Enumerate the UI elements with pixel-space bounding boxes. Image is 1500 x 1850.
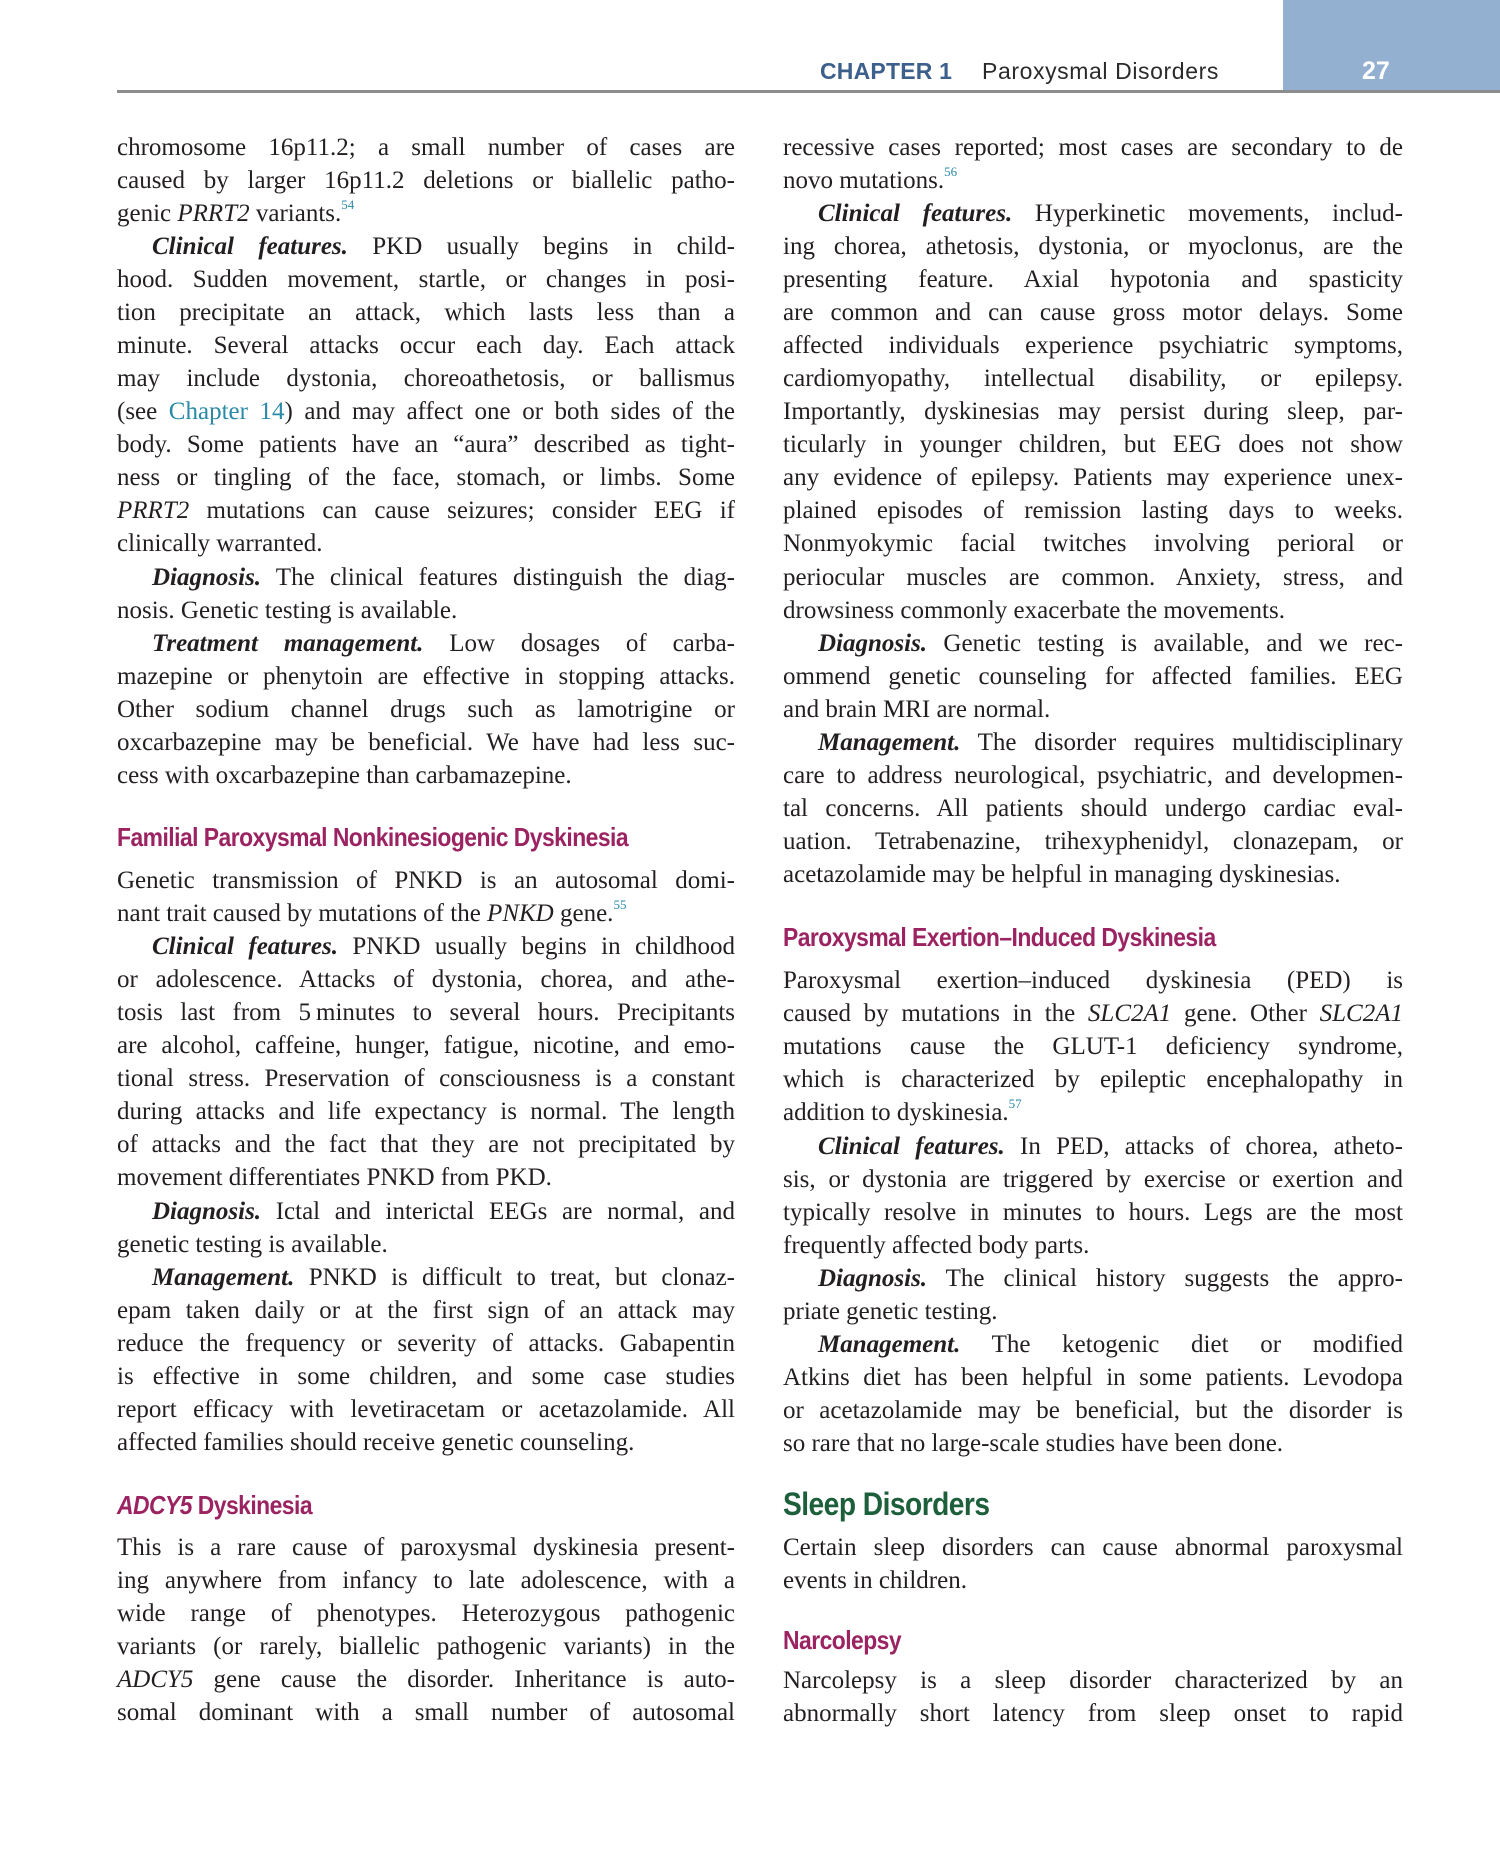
text-line: acetazolamide may be helpful in managing dyskinesias. [783, 861, 1341, 888]
text-line: ticularly in younger children, but EEG does not show [783, 431, 1403, 458]
text-line: Treatment management. Low dosages of carba- [152, 630, 736, 657]
text-line: epam taken daily or at the first sign of an attack may [117, 1297, 735, 1324]
text-line: ommend genetic counseling for affected families. EEG [783, 663, 1403, 690]
gene-name: ADCY5 [117, 1666, 194, 1693]
text-line: Paroxysmal exertion–induced dyskinesia (PED) is [783, 967, 1403, 994]
text-line: are common and can cause gross motor delays. Some [783, 299, 1403, 326]
text-line: cess with oxcarbazepine than carbamazepine. [117, 762, 572, 789]
text-line: mutations cause the GLUT-1 deficiency syndrome, [783, 1033, 1403, 1060]
text-line: Narcolepsy is a sleep disorder characterized by an [783, 1667, 1403, 1694]
text-line: mazepine or phenytoin are effective in stopping attacks. [117, 663, 735, 690]
text-line: novo mutations.$^{56}$ [783, 164, 958, 194]
page-number: 27 [1362, 57, 1390, 85]
text-line: so rare that no large-scale studies have been done. [783, 1430, 1284, 1457]
text-line: which is characterized by epileptic encephalopathy in [783, 1066, 1403, 1093]
run-in-heading: Treatment management. [152, 630, 424, 657]
text-line: priate genetic testing. [783, 1298, 998, 1325]
section-heading-ped: Paroxysmal Exertion–Induced Dyskinesia [783, 922, 1216, 952]
text-line: clinically warranted. [117, 530, 323, 557]
run-in-heading: Clinical features. [818, 1133, 1005, 1160]
text-line: presenting feature. Axial hypotonia and spasticity [783, 266, 1403, 293]
text-line: ing anywhere from infancy to late adolescence, with a [117, 1567, 735, 1594]
text-line: movement differentiates PNKD from PKD. [117, 1164, 552, 1191]
text-line: nant trait caused by mutations of the PNKD gene.$^{55}$ [117, 897, 627, 927]
text-line: is effective in some children, and some case studies [117, 1363, 735, 1390]
text-line: Diagnosis. Ictal and interictal EEGs are normal, and [152, 1198, 735, 1225]
text-line: abnormally short latency from sleep onset to rapid [783, 1700, 1403, 1727]
run-in-heading: Diagnosis. [152, 1198, 262, 1225]
text-line: ing chorea, athetosis, dystonia, or myoclonus, are the [783, 233, 1403, 260]
text-line: plained episodes of remission lasting days to weeks. [783, 497, 1403, 524]
text-line: nosis. Genetic testing is available. [117, 597, 458, 624]
text-line: any evidence of epilepsy. Patients may experience unex- [783, 464, 1403, 491]
gene-name: SLC2A1 [1319, 1000, 1403, 1027]
chapter-title: Paroxysmal Disorders [982, 58, 1219, 84]
text-line: affected individuals experience psychiatric symptoms, [783, 332, 1403, 359]
major-heading-sleep-disorders: Sleep Disorders [783, 1486, 990, 1522]
text-line: genetic testing is available. [117, 1231, 388, 1258]
text-line: Nonmyokymic facial twitches involving perioral or [783, 530, 1403, 557]
text-line: minute. Several attacks occur each day. Each attack [117, 332, 735, 359]
text-line: wide range of phenotypes. Heterozygous pathogenic [117, 1600, 735, 1627]
text-line: oxcarbazepine may be beneficial. We have had less suc- [117, 729, 735, 756]
reference-link[interactable]: 55 [613, 897, 627, 912]
text-line: Atkins diet has been helpful in some patients. Levodopa [783, 1364, 1403, 1391]
text-line: ADCY5 gene cause the disorder. Inheritance is auto- [117, 1666, 735, 1693]
run-in-heading: Management. [818, 1331, 961, 1358]
text-line: (see Chapter 14) and may affect one or both sides of the [117, 398, 735, 425]
text-line: tional stress. Preservation of consciousness is a constant [117, 1065, 735, 1092]
reference-link[interactable]: 54 [341, 197, 355, 212]
text-line: events in children. [783, 1567, 967, 1594]
text-line: uation. Tetrabenazine, trihexyphenidyl, clonazepam, or [783, 828, 1403, 855]
text-line: or adolescence. Attacks of dystonia, chorea, and athe- [117, 966, 735, 993]
run-in-heading: Diagnosis. [818, 630, 928, 657]
text-line: chromosome 16p11.2; a small number of cases are [117, 134, 735, 161]
text-line: of attacks and the fact that they are not precipitated by [117, 1131, 735, 1158]
text-line: sis, or dystonia are triggered by exercise or exertion and [783, 1166, 1403, 1193]
text-line: Genetic transmission of PNKD is an autosomal domi- [117, 867, 735, 894]
text-line: Management. The ketogenic diet or modified [818, 1331, 1403, 1358]
run-in-heading: Diagnosis. [152, 564, 262, 591]
text-line: tal concerns. All patients should undergo cardiac eval- [783, 795, 1403, 822]
reference-link[interactable]: 56 [944, 164, 958, 179]
text-line: periocular muscles are common. Anxiety, stress, and [783, 564, 1403, 591]
text-line: and brain MRI are normal. [783, 696, 1051, 723]
text-line: Importantly, dyskinesias may persist during sleep, par- [783, 398, 1403, 425]
text-line: tosis last from 5 minutes to several hours. Precipitants [117, 999, 735, 1026]
text-line: variants (or rarely, biallelic pathogenic variants) in the [117, 1633, 735, 1660]
section-heading-pnkd: Familial Paroxysmal Nonkinesiogenic Dyskinesia [117, 822, 629, 852]
text-line: report efficacy with levetiracetam or acetazolamide. All [117, 1396, 735, 1423]
text-line: Management. PNKD is difficult to treat, but clonaz- [152, 1264, 735, 1291]
text-line: body. Some patients have an “aura” described as tight- [117, 431, 735, 458]
right-column [783, 0, 1403, 1850]
text-line: addition to dyskinesia.$^{57}$ [783, 1096, 1022, 1126]
text-line: cardiomyopathy, intellectual disability, or epilepsy. [783, 365, 1403, 392]
run-in-heading: Clinical features. [152, 933, 338, 960]
run-in-heading: Clinical features. [818, 200, 1013, 227]
text-line: frequently affected body parts. [783, 1232, 1090, 1259]
text-line: somal dominant with a small number of autosomal [117, 1699, 735, 1726]
text-line: or acetazolamide may be beneficial, but the disorder is [783, 1397, 1403, 1424]
text-line: typically resolve in minutes to hours. Legs are the most [783, 1199, 1403, 1226]
run-in-heading: Clinical features. [152, 233, 348, 260]
text-line: drowsiness commonly exacerbate the movements. [783, 597, 1285, 624]
text-line: care to address neurological, psychiatric, and developmen- [783, 762, 1403, 789]
text-line: Certain sleep disorders can cause abnormal paroxysmal [783, 1534, 1403, 1561]
text-line: caused by mutations in the SLC2A1 gene. Other SLC2A1 [783, 1000, 1403, 1027]
section-heading-adcy5: ADCY5 Dyskinesia [117, 1490, 313, 1520]
run-in-heading: Management. [152, 1264, 295, 1291]
gene-name: SLC2A1 [1087, 1000, 1172, 1027]
text-line: Management. The disorder requires multidisciplinary [818, 729, 1403, 756]
section-heading-narcolepsy: Narcolepsy [783, 1625, 902, 1655]
text-line: reduce the frequency or severity of attacks. Gabapentin [117, 1330, 735, 1357]
run-in-heading: Diagnosis. [818, 1265, 928, 1292]
left-column [117, 0, 735, 1850]
text-line: hood. Sudden movement, startle, or changes in posi- [117, 266, 735, 293]
text-line: Other sodium channel drugs such as lamotrigine or [117, 696, 735, 723]
text-line: Diagnosis. Genetic testing is available, and we rec- [818, 630, 1403, 657]
chapter-link[interactable]: Chapter 14 [168, 398, 285, 425]
text-line: during attacks and life expectancy is normal. The length [117, 1098, 735, 1125]
reference-link[interactable]: 57 [1008, 1096, 1022, 1111]
run-in-heading: Management. [818, 729, 961, 756]
text-line: ness or tingling of the face, stomach, or limbs. Some [117, 464, 735, 491]
text-line: Clinical features. In PED, attacks of chorea, atheto- [818, 1133, 1403, 1160]
text-line: are alcohol, caffeine, hunger, fatigue, nicotine, and emo- [117, 1032, 735, 1059]
text-line: This is a rare cause of paroxysmal dyskinesia present- [117, 1534, 735, 1561]
gene-name: PRRT2 [117, 497, 190, 524]
text-line: tion precipitate an attack, which lasts less than a [117, 299, 735, 326]
text-line: may include dystonia, choreoathetosis, or ballismus [117, 365, 735, 392]
chapter-label: CHAPTER 1 [820, 58, 953, 84]
gene-name: PNKD [487, 900, 554, 927]
text-line: affected families should receive genetic counseling. [117, 1429, 635, 1456]
text-line: Diagnosis. The clinical features distinguish the diag- [152, 564, 735, 591]
text-line: genic PRRT2 variants.$^{54}$ [117, 197, 355, 227]
text-line: recessive cases reported; most cases are secondary to de [783, 134, 1403, 161]
text-line: Clinical features. PKD usually begins in child- [152, 233, 735, 260]
gene-name: PRRT2 [177, 200, 250, 227]
text-line: caused by larger 16p11.2 deletions or biallelic patho- [117, 167, 735, 194]
text-line: Diagnosis. The clinical history suggests the appro- [818, 1265, 1403, 1292]
text-line: Clinical features. PNKD usually begins in childhood [152, 933, 735, 960]
text-line: PRRT2 mutations can cause seizures; consider EEG if [117, 497, 735, 524]
text-line: Clinical features. Hyperkinetic movements, includ- [818, 200, 1403, 227]
